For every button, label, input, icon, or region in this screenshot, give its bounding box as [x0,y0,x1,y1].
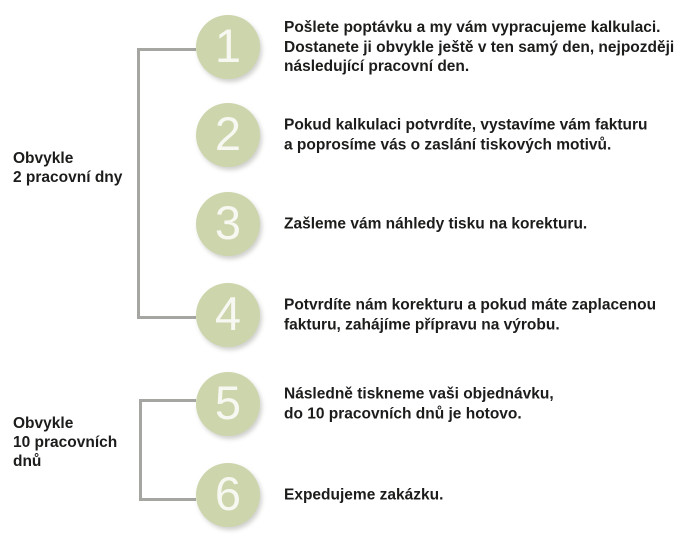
step-description-line: Následně tiskneme vaši objednávku, [284,385,554,403]
bracket-label-line: dnů [13,453,42,470]
step-description-5 [284,385,554,424]
step-circle-5 [196,372,260,436]
bracket-label-10-working-days [13,414,117,471]
bracket-label-2-working-days [13,149,122,187]
bracket-label-line: Obvykle [13,150,74,167]
step-circle-6 [196,463,260,527]
step-circle-2 [196,103,260,167]
bracket-label-line: 10 pracovních [13,434,118,451]
step-description-1 [284,18,674,77]
step-description-line: a poprosíme vás o zaslání tiskových motivů. [284,136,612,153]
step-number: 3 [214,196,242,249]
bracket-steps-1-4 [137,48,196,319]
step-description-2 [284,116,648,155]
step-description-line: do 10 pracovních dnů je hotovo. [284,405,522,422]
step-description-6 [284,485,443,505]
bracket-label-line: 2 pracovní dny [13,169,123,186]
step-circle-1 [196,15,260,79]
step-number: 1 [214,19,242,72]
step-description-line: Potvrdíte nám korekturu a pokud máte zaplacenou [284,296,657,314]
step-description-line: Pošlete poptávku a my vám vypracujeme kalkulaci. [284,18,661,36]
step-description-4 [284,296,656,335]
bracket-steps-5-6 [139,399,196,501]
step-description-line: následující pracovní den. [284,57,470,75]
step-number: 2 [214,107,242,160]
step-description-line: Zašleme vám náhledy tisku na korekturu. [284,215,588,233]
step-number: 5 [214,376,242,429]
step-circle-4 [196,283,260,347]
step-number: 4 [214,287,242,340]
bracket-label-line: Obvykle [13,415,74,432]
step-description-line: Pokud kalkulaci potvrdíte, vystavíme vám fakturu [284,116,648,134]
step-circle-3 [196,192,260,256]
step-number: 6 [214,467,242,520]
step-description-line: Expedujeme zakázku. [284,486,444,504]
step-description-3 [284,214,587,234]
step-description-line: fakturu, zahájíme přípravu na výrobu. [284,316,560,333]
step-description-line: Dostanete ji obvykle ještě v ten samý den, nejpozději [284,38,675,56]
